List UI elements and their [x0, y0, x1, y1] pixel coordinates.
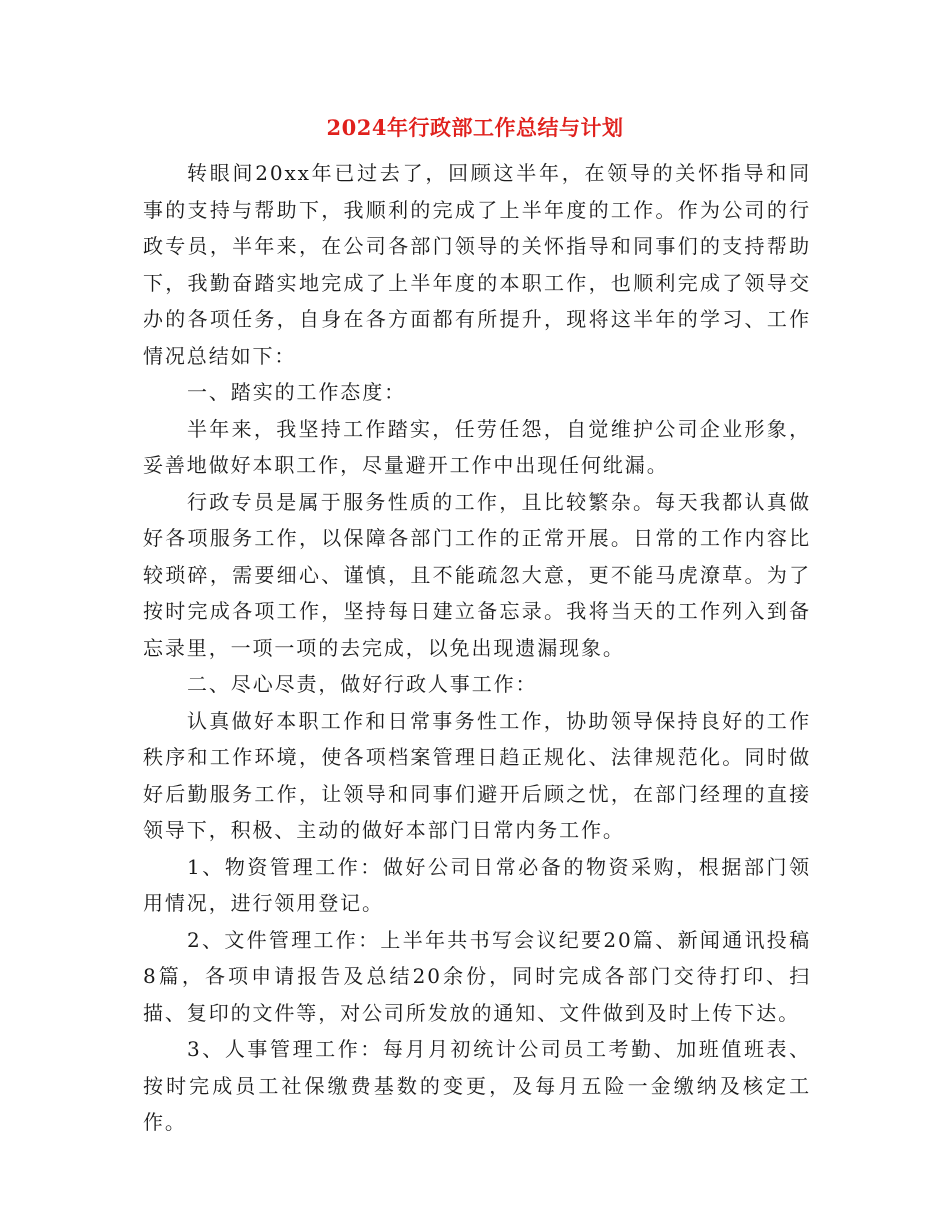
paragraph-daily-affairs: 认真做好本职工作和日常事务性工作，协助领导保持良好的工作秩序和工作环境，使各项档案管理日趋正规化、法律规范化。同时做好后勤服务工作，让领导和同事们避开后顾之忧，在部门经理的直接领导下，积极、主动的做好本部门日常内务工作。 — [143, 708, 811, 842]
paragraph-attitude: 半年来，我坚持工作踏实，任劳任怨，自觉维护公司企业形象，妥善地做好本职工作，尽量避开工作中出现任何纰漏。 — [143, 416, 811, 477]
document-body — [143, 155, 811, 1141]
section-heading-attitude: 一、踏实的工作态度： — [187, 380, 406, 404]
list-item-hr: 3、人事管理工作：每月月初统计公司员工考勤、加班值班表、按时完成员工社保缴费基数的变更，及每月五险一金缴纳及核定工作。 — [143, 1037, 811, 1134]
list-item-documents: 2、文件管理工作：上半年共书写会议纪要20篇、新闻通讯投稿8篇，各项申请报告及总结20余份，同时完成各部门交待打印、扫描、复印的文件等，对公司所发放的通知、文件做到及时上传下达。 — [143, 927, 811, 1025]
paragraph-intro: 转眼间20xx年已过去了，回顾这半年，在领导的关怀指导和同事的支持与帮助下，我顺利的完成了上半年度的工作。作为公司的行政专员，半年来，在公司各部门领导的关怀指导和同事们的支持帮助下，我勤奋踏实地完成了上半年度的本职工作，也顺利完成了领导交办的各项任务，自身在各方面都有所提升，现将这半年的学习、工作情况总结如下： — [143, 161, 811, 368]
document-title: 2024年行政部工作总结与计划 — [326, 115, 624, 140]
paragraph-service-work: 行政专员是属于服务性质的工作，且比较繁杂。每天我都认真做好各项服务工作，以保障各部门工作的正常开展。日常的工作内容比较琐碎，需要细心、谨慎，且不能疏忽大意，更不能马虎潦草。为了按时完成各项工作，坚持每日建立备忘录。我将当天的工作列入到备忘录里，一项一项的去完成，以免出现遗漏现象。 — [143, 489, 811, 660]
list-item-materials: 1、物资管理工作：做好公司日常必备的物资采购，根据部门领用情况，进行领用登记。 — [143, 854, 811, 915]
section-heading-admin-hr: 二、尽心尽责，做好行政人事工作： — [187, 672, 538, 696]
